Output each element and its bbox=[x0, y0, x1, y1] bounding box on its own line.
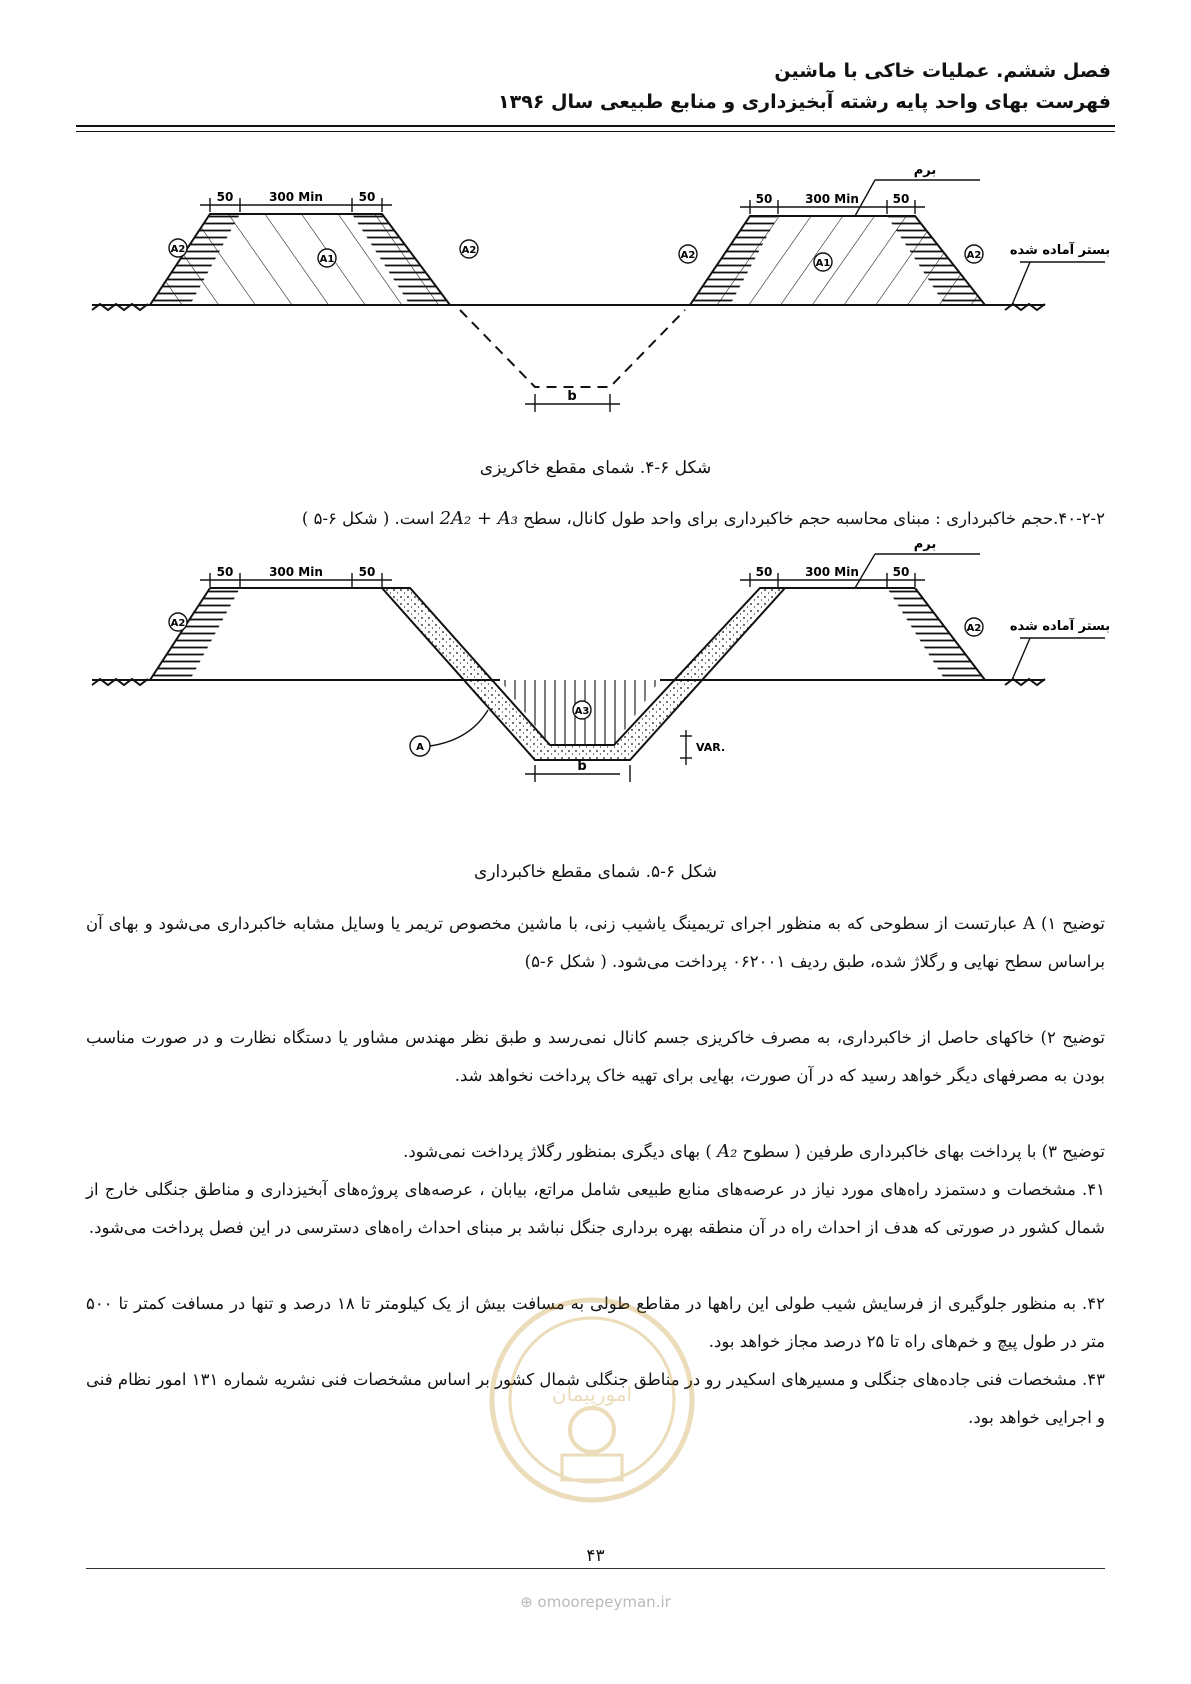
figure-embankment-section bbox=[0, 150, 1191, 420]
label-b: b bbox=[567, 389, 577, 404]
footer-rule bbox=[86, 1568, 1105, 1569]
dim-300-right: 300 Min bbox=[805, 192, 859, 206]
section-40-equation: 2A₂ + A₃ bbox=[439, 508, 519, 529]
page-header bbox=[80, 55, 1111, 117]
item-42: ۴۲. به منظور جلوگیری از فرسایش شیب طولی این راهها در مقاطع طولی به مسافت بیش از یک کیلومتر تا ۱۸ درصد و تنها در مسافت کمتر تا ۵۰۰ متر در طول پیچ و خم‌های راه تا ۲۵ درصد مجاز خواهد بود. bbox=[86, 1294, 1105, 1351]
berm-leader bbox=[855, 163, 980, 216]
label-prepared-bed-2: بستر آماده شده bbox=[1009, 619, 1111, 634]
dim-50-left: 50 bbox=[216, 190, 234, 204]
area2-label-a3 bbox=[573, 701, 591, 719]
list-title: فهرست بهای واحد پایه رشته آبخیزداری و منابع طبیعی سال ۱۳۹۶ bbox=[498, 91, 1111, 113]
watermark-seal bbox=[482, 1290, 702, 1510]
website-text: omoorepeyman.ir bbox=[537, 1593, 671, 1611]
figure1-caption: شکل ۶-۴. شمای مقطع خاکریزی bbox=[479, 458, 712, 478]
a2-slope-left bbox=[150, 588, 240, 680]
figure2-caption: شکل ۶-۵. شمای مقطع خاکبرداری bbox=[474, 862, 717, 882]
svg-text:A3: A3 bbox=[574, 706, 590, 717]
dim2-50-left-2: 50 bbox=[358, 565, 376, 579]
a-leader bbox=[410, 710, 488, 756]
svg-text:A2: A2 bbox=[966, 250, 982, 261]
dim-top-left-2 bbox=[200, 565, 392, 587]
note-3-symbol: A₂ bbox=[717, 1141, 738, 1162]
berm-leader-2 bbox=[855, 554, 980, 588]
ground-left-2 bbox=[92, 679, 150, 685]
ground-right-2 bbox=[985, 679, 1045, 685]
area-label-a2-3 bbox=[679, 245, 697, 263]
svg-text:A2: A2 bbox=[170, 618, 186, 629]
area-label-a1-1 bbox=[318, 249, 336, 267]
watermark-text: امورپیمان bbox=[551, 1382, 633, 1406]
section-40-text bbox=[86, 508, 1105, 529]
area2-label-a2-right bbox=[965, 618, 983, 636]
svg-text:A2: A2 bbox=[966, 623, 982, 634]
chapter-title: فصل ششم. عملیات خاکی با ماشین bbox=[774, 60, 1111, 82]
dim-300-left: 300 Min bbox=[269, 190, 323, 204]
label-prepared-bed: بستر آماده شده bbox=[1009, 243, 1111, 258]
svg-text:A1: A1 bbox=[815, 258, 831, 269]
area2-label-a2-left bbox=[169, 613, 187, 631]
dim2-50-right: 50 bbox=[755, 565, 773, 579]
ground-left bbox=[92, 304, 150, 310]
dim-top-right-2 bbox=[740, 565, 925, 587]
item-43: ۴۳. مشخصات فنی جاده‌های جنگلی و مسیرهای اسکیدر رو در مناطق جنگلی شمال کشور بر اساس مشخصات فنی نشریه شماره ۱۳۱ امور نظام فنی و اجرایی خواهد بود. bbox=[86, 1370, 1105, 1427]
ground-right bbox=[985, 304, 1045, 310]
dim-top-left bbox=[200, 190, 392, 212]
figure-excavation-section bbox=[0, 537, 1191, 850]
dim-top-right bbox=[740, 192, 925, 214]
var-marker bbox=[680, 730, 725, 765]
dim-b-2 bbox=[525, 759, 630, 782]
website-watermark bbox=[0, 1593, 1191, 1611]
dim-50-right-2: 50 bbox=[892, 192, 910, 206]
section-40-after: است. ( شکل ۶-۵ ) bbox=[301, 509, 435, 528]
note-3-before: توضیح ۳) با پرداخت بهای خاکبرداری طرفین ( سطوح bbox=[742, 1142, 1105, 1161]
dim2-300-left: 300 Min bbox=[269, 565, 323, 579]
svg-text:A2: A2 bbox=[680, 250, 696, 261]
section-40-before: ۴۰-۲-۲.حجم خاکبرداری : مبنای محاسبه حجم خاکبرداری برای واحد طول کانال، سطح bbox=[523, 509, 1105, 528]
note-1: توضیح ۱) A عبارتست از سطوحی که به منظور اجرای تریمینگ یاشیب زنی، با ماشین مخصوص تریمر یا وسایل مشابه خاکبرداری می‌شود و بهای آن براساس سطح نهایی و رگلاژ شده، طبق ردیف ۰۶۲۰۰۱ پرداخت می‌شود. ( شکل ۶-۵) bbox=[86, 914, 1105, 971]
note-2: توضیح ۲) خاکهای حاصل از خاکبرداری، به مصرف خاکریزی جسم کانال نمی‌رسد و طبق نظر مهندس مشاور یا دستگاه نظارت و در صورت مناسب بودن به مصرفهای دیگر خواهد رسید که در آن صورت، بهایی برای تهیه خاک پرداخت نخواهد شد. bbox=[86, 1028, 1105, 1085]
dim2-50-left: 50 bbox=[216, 565, 234, 579]
dim-50-left-2: 50 bbox=[358, 190, 376, 204]
area-label-a2-2 bbox=[460, 240, 478, 258]
area-label-a2-1 bbox=[169, 239, 187, 257]
label-var: VAR. bbox=[696, 741, 726, 754]
label-b-2: b bbox=[577, 759, 587, 774]
item-41: ۴۱. مشخصات و دستمزد راه‌های مورد نیاز در عرصه‌های منابع طبیعی شامل مراتع، بیابان ، عرصه‌های پروژه‌های آبخیزداری و مناطق جنگلی خارج از شمال کشور در صورتی که هدف از احداث راه در آن منطقه بهره برداری جنگل نباشد بر مبنای احداث راه‌های دسترسی در این فصل پرداخت می‌شود. bbox=[86, 1180, 1105, 1237]
note-3 bbox=[86, 1133, 1105, 1171]
dim-50-right: 50 bbox=[755, 192, 773, 206]
svg-text:A2: A2 bbox=[170, 244, 186, 255]
globe-icon: ⊕ bbox=[520, 1593, 533, 1611]
bed-leader-2 bbox=[1010, 617, 1110, 680]
header-rule-thin bbox=[76, 131, 1115, 132]
dim-b bbox=[525, 389, 620, 412]
label-a: A bbox=[416, 742, 424, 753]
bed-leader bbox=[1010, 241, 1110, 305]
dim2-300-right: 300 Min bbox=[805, 565, 859, 579]
header-rule-thick bbox=[76, 125, 1115, 127]
label-berm-2: برم bbox=[913, 537, 937, 552]
area-label-a1-2 bbox=[814, 253, 832, 271]
svg-text:A1: A1 bbox=[319, 254, 335, 265]
dashed-channel-outline bbox=[460, 310, 685, 387]
note-3-after: ) بهای دیگری بمنظور رگلاژ پرداخت نمی‌شود. bbox=[403, 1142, 712, 1161]
area-label-a2-4 bbox=[965, 245, 983, 263]
page-number: ۴۳ bbox=[586, 1546, 605, 1566]
label-berm: برم bbox=[913, 163, 937, 178]
dim2-50-right-2: 50 bbox=[892, 565, 910, 579]
svg-text:A2: A2 bbox=[461, 245, 477, 256]
